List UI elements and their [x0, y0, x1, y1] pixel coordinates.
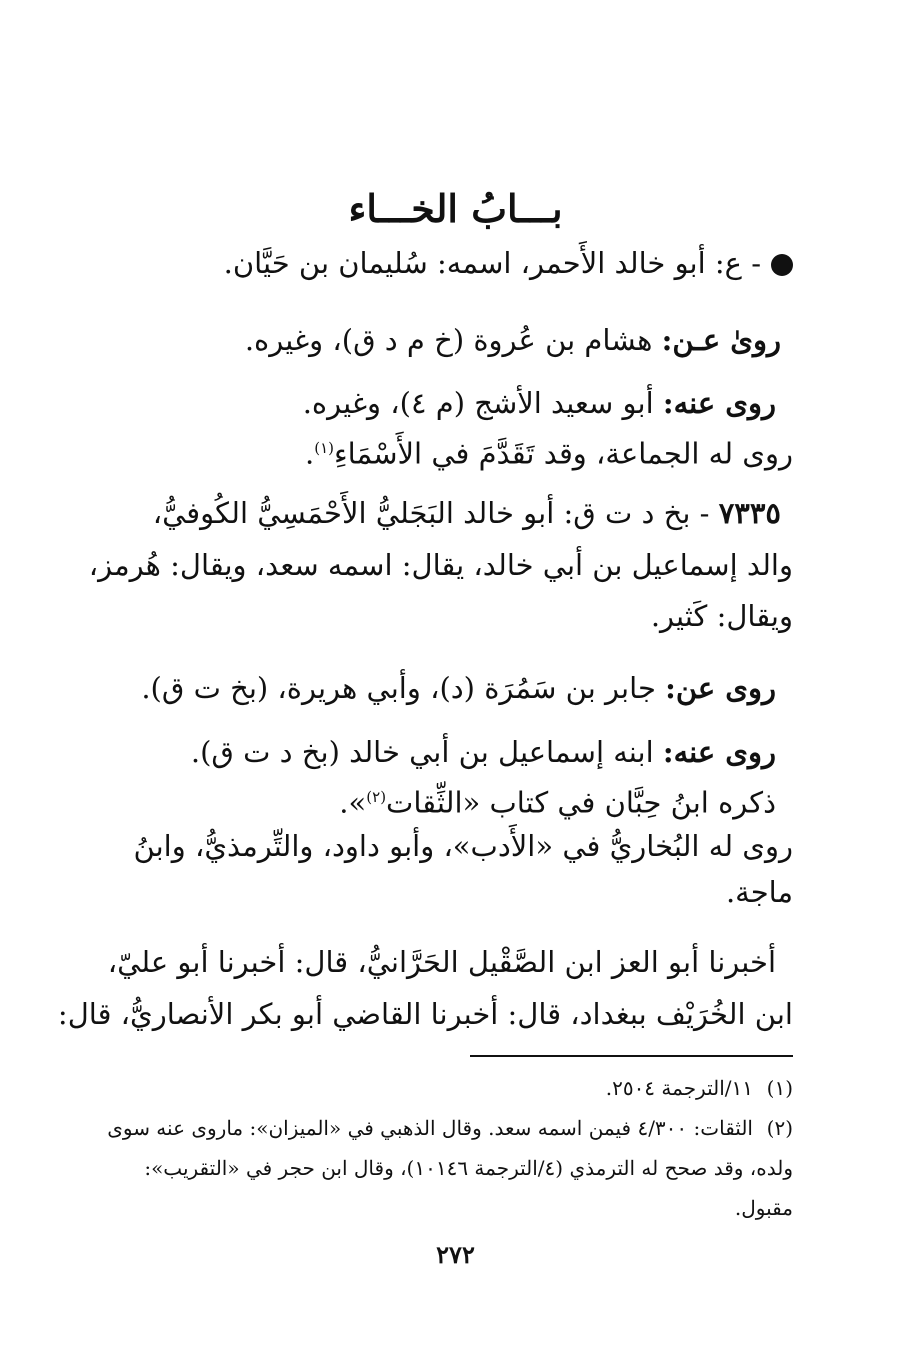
narrated-by-line-2 [118, 732, 776, 772]
footnote-text: ولده، وقد صحح له الترمذي (٤/الترجمة ١٠١٤٦)، وقال ابن حجر في «التقريب»: [144, 1156, 793, 1180]
narrated-by-line [118, 383, 776, 423]
chapter-title: بـــابُ الخـــاء [348, 186, 563, 231]
narrated-by-label: روى عنه: [662, 735, 776, 769]
narrated-for-text: ماجة. [725, 875, 793, 909]
footnote-2-continued [118, 1153, 793, 1183]
entry-body-line [118, 596, 793, 636]
narrated-from-text: هشام بن عُروة (خ م د ق)، وغيره. [244, 323, 662, 357]
footnote-number: (٢) [766, 1116, 793, 1140]
page-number: ٢٧٢ [436, 1240, 475, 1269]
footnote-ref: (٢) [366, 788, 387, 806]
bullet-icon [771, 254, 793, 276]
narrated-for-text: روى له الجماعة، وقد تَقَدَّمَ في الأَسْمَاءِ [333, 436, 793, 471]
entry-heading-text-2: - بخ د ت ق: أبو خالد البَجَليُّ الأَحْمَسِيُّ الكُوفيُّ، [152, 496, 719, 530]
footnote-2 [107, 1113, 793, 1143]
entry-number: ٧٣٣٥ [718, 496, 781, 530]
punctuation: ». [339, 785, 367, 820]
isnad-line [107, 942, 776, 982]
footnote-1 [118, 1073, 793, 1103]
narrated-from-label: روىٰ عـن: [661, 323, 781, 357]
mentioned-text: ذكره ابنُ حِبَّان في كتاب «الثِّقات [386, 785, 776, 820]
mentioned-line [118, 777, 776, 823]
entry-heading-text: - ع: أبو خالد الأَحمر، اسمه: سُليمان بن حَيَّان. [223, 246, 761, 280]
isnad-line [57, 994, 793, 1034]
entry-heading-line-2 [118, 493, 781, 533]
narrated-by-text: أبو سعيد الأشج (م ٤)، وغيره. [302, 386, 663, 420]
footnote-number: (١) [766, 1076, 793, 1100]
narrated-from-line-2 [118, 668, 776, 708]
footnote-text: ١١/الترجمة ٢٥٠٤. [605, 1076, 753, 1100]
footnote-text: مقبول. [734, 1196, 793, 1220]
narrated-from-text: جابر بن سَمُرَة (د)، وأبي هريرة، (بخ ت ق). [141, 671, 666, 705]
narrated-for-line-2 [118, 826, 793, 866]
footnote-ref: (١) [314, 439, 334, 457]
narrated-by-label: روى عنه: [662, 386, 776, 420]
entry-body-line [88, 545, 793, 585]
narrated-from-line [118, 320, 781, 360]
narrated-from-label: روى عن: [665, 671, 776, 705]
entry-body-text: والد إسماعيل بن أبي خالد، يقال: اسمه سعد، ويقال: هُرمز، [88, 548, 793, 582]
isnad-text: ابن الخُرَيْف ببغداد، قال: أخبرنا القاضي أبو بكر الأنصاريُّ، قال: [57, 997, 793, 1031]
entry-heading-line [118, 243, 793, 283]
punctuation: . [304, 436, 315, 471]
footnote-2-continued [118, 1193, 793, 1223]
footnote-text: الثقات: ٤/٣٠٠ فيمن اسمه سعد. وقال الذهبي في «الميزان»: ماروى عنه سوى [107, 1116, 753, 1140]
narrated-for-line [118, 428, 793, 474]
narrated-by-text: ابنه إسماعيل بن أبي خالد (بخ د ت ق). [190, 735, 663, 769]
isnad-text: أخبرنا أبو العز ابن الصَّقْيل الحَرَّانيُّ، قال: أخبرنا أبو عليّ، [107, 945, 776, 979]
narrated-for-line-2b [118, 872, 793, 912]
narrated-for-text: روى له البُخاريُّ في «الأَدب»، وأبو داود، والتِّرمذيُّ، وابنُ [133, 829, 793, 863]
footnote-divider [470, 1055, 793, 1057]
entry-body-text: ويقال: كَثير. [650, 599, 793, 633]
